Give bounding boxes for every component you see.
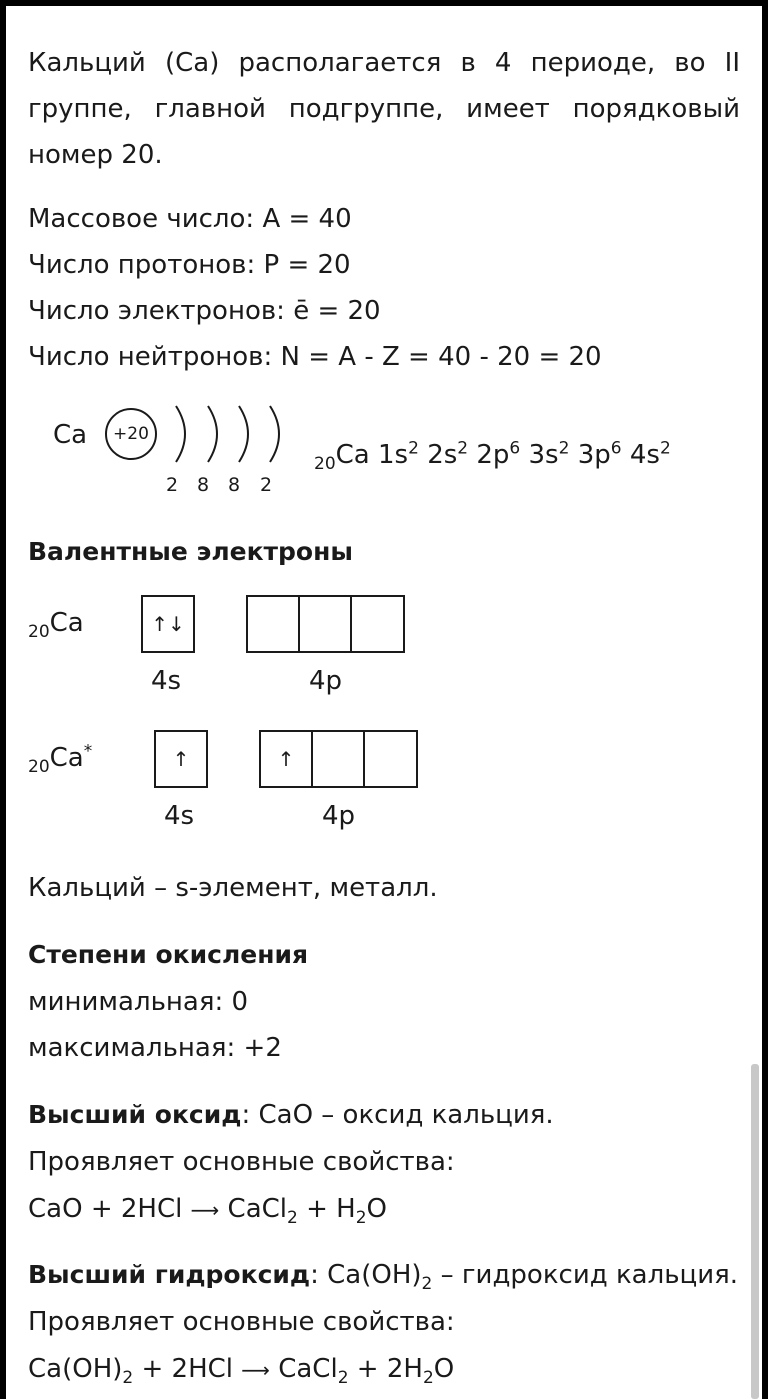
ground-4s-cell: ↑↓	[141, 595, 195, 653]
config-orbital: $3s^2$	[528, 438, 570, 470]
reaction-arrow: ⟶	[241, 1358, 270, 1382]
config-orbital: $2p^6$	[476, 438, 521, 470]
ground-state-label: $_{20}$Ca	[28, 608, 84, 643]
shell-count-1: 2	[166, 474, 179, 496]
hydroxide-properties: Проявляет основные свойства:	[28, 1307, 455, 1337]
oxidation-max: максимальная: +2	[28, 1033, 282, 1063]
ground-4p-cell-3	[350, 595, 405, 653]
electron-shell-4	[266, 404, 288, 464]
ground-4s-label: 4s	[151, 666, 182, 696]
element-type: Кальций – s-элемент, металл.	[28, 873, 438, 903]
mass-number: Массовое число: A = 40	[28, 204, 352, 234]
electron-count: Число электронов: ē = 20	[28, 296, 381, 326]
config-atomic-number: 20	[314, 454, 336, 475]
config-orbital: $1s^2$	[378, 438, 419, 470]
valence-heading: Валентные электроны	[28, 537, 353, 566]
neutron-count: Число нейтронов: N = A - Z = 40 - 20 = 20	[28, 342, 602, 372]
nucleus-circle	[105, 408, 157, 460]
shell-count-2: 8	[197, 474, 210, 496]
excited-4p-cell-2	[311, 730, 365, 788]
hydroxide-label: Высший гидроксид	[28, 1260, 311, 1289]
scrollbar-thumb[interactable]	[751, 1064, 759, 1399]
excited-4s-label: 4s	[164, 801, 195, 831]
oxide-line	[28, 1100, 554, 1130]
oxidation-min: минимальная: 0	[28, 987, 249, 1017]
oxide-label: Высший оксид	[28, 1100, 242, 1129]
excited-4p-label: 4p	[322, 801, 356, 831]
excited-4p-cell-3	[363, 730, 418, 788]
hydroxide-line: Высший гидроксид: $Ca(OH)_2$ – гидроксид кальция.	[28, 1260, 739, 1295]
oxide-properties: Проявляет основные свойства:	[28, 1147, 455, 1177]
electron-shell-2	[204, 404, 226, 464]
electron-shell-1	[172, 404, 194, 464]
shell-count-3: 8	[228, 474, 241, 496]
reaction-arrow: ⟶	[190, 1198, 220, 1222]
ground-4p-cell-1	[246, 595, 300, 653]
excited-4p-cell-1: ↑	[259, 730, 313, 788]
shell-count-4: 2	[260, 474, 273, 496]
intro-paragraph: Кальций (Ca) располагается в 4 периоде, во II группе, главной подгруппе, имеет порядковый номер 20.	[28, 48, 740, 170]
electron-shell-3	[235, 404, 257, 464]
config-orbital: $4s^2$	[629, 438, 671, 470]
config-symbol: Ca	[335, 440, 370, 470]
ground-4p-cell-2	[298, 595, 352, 653]
document-page	[6, 6, 762, 1399]
nucleus-charge: +20	[113, 424, 149, 444]
proton-count: Число протонов: P = 20	[28, 250, 351, 280]
config-orbital: $2s^2$	[427, 438, 469, 470]
config-orbital: $3p^6$	[577, 438, 622, 470]
oxide-description: : CaO – оксид кальция.	[241, 1100, 554, 1130]
atom-symbol: Ca	[53, 420, 88, 450]
excited-4s-cell: ↑	[154, 730, 208, 788]
excited-state-label: $_{20}$Ca*	[28, 741, 93, 778]
hydroxide-equation: $Ca(OH)_2 + 2HCl$ ⟶ CaCl$_2$ + $2H_2O$	[28, 1354, 455, 1389]
ground-4p-label: 4p	[309, 666, 343, 696]
oxide-equation: CaO + 2HCl ⟶ CaCl$_2$ + $H_2O$	[28, 1194, 388, 1229]
electron-configuration	[314, 438, 671, 475]
oxidation-heading: Степени окисления	[28, 940, 309, 969]
